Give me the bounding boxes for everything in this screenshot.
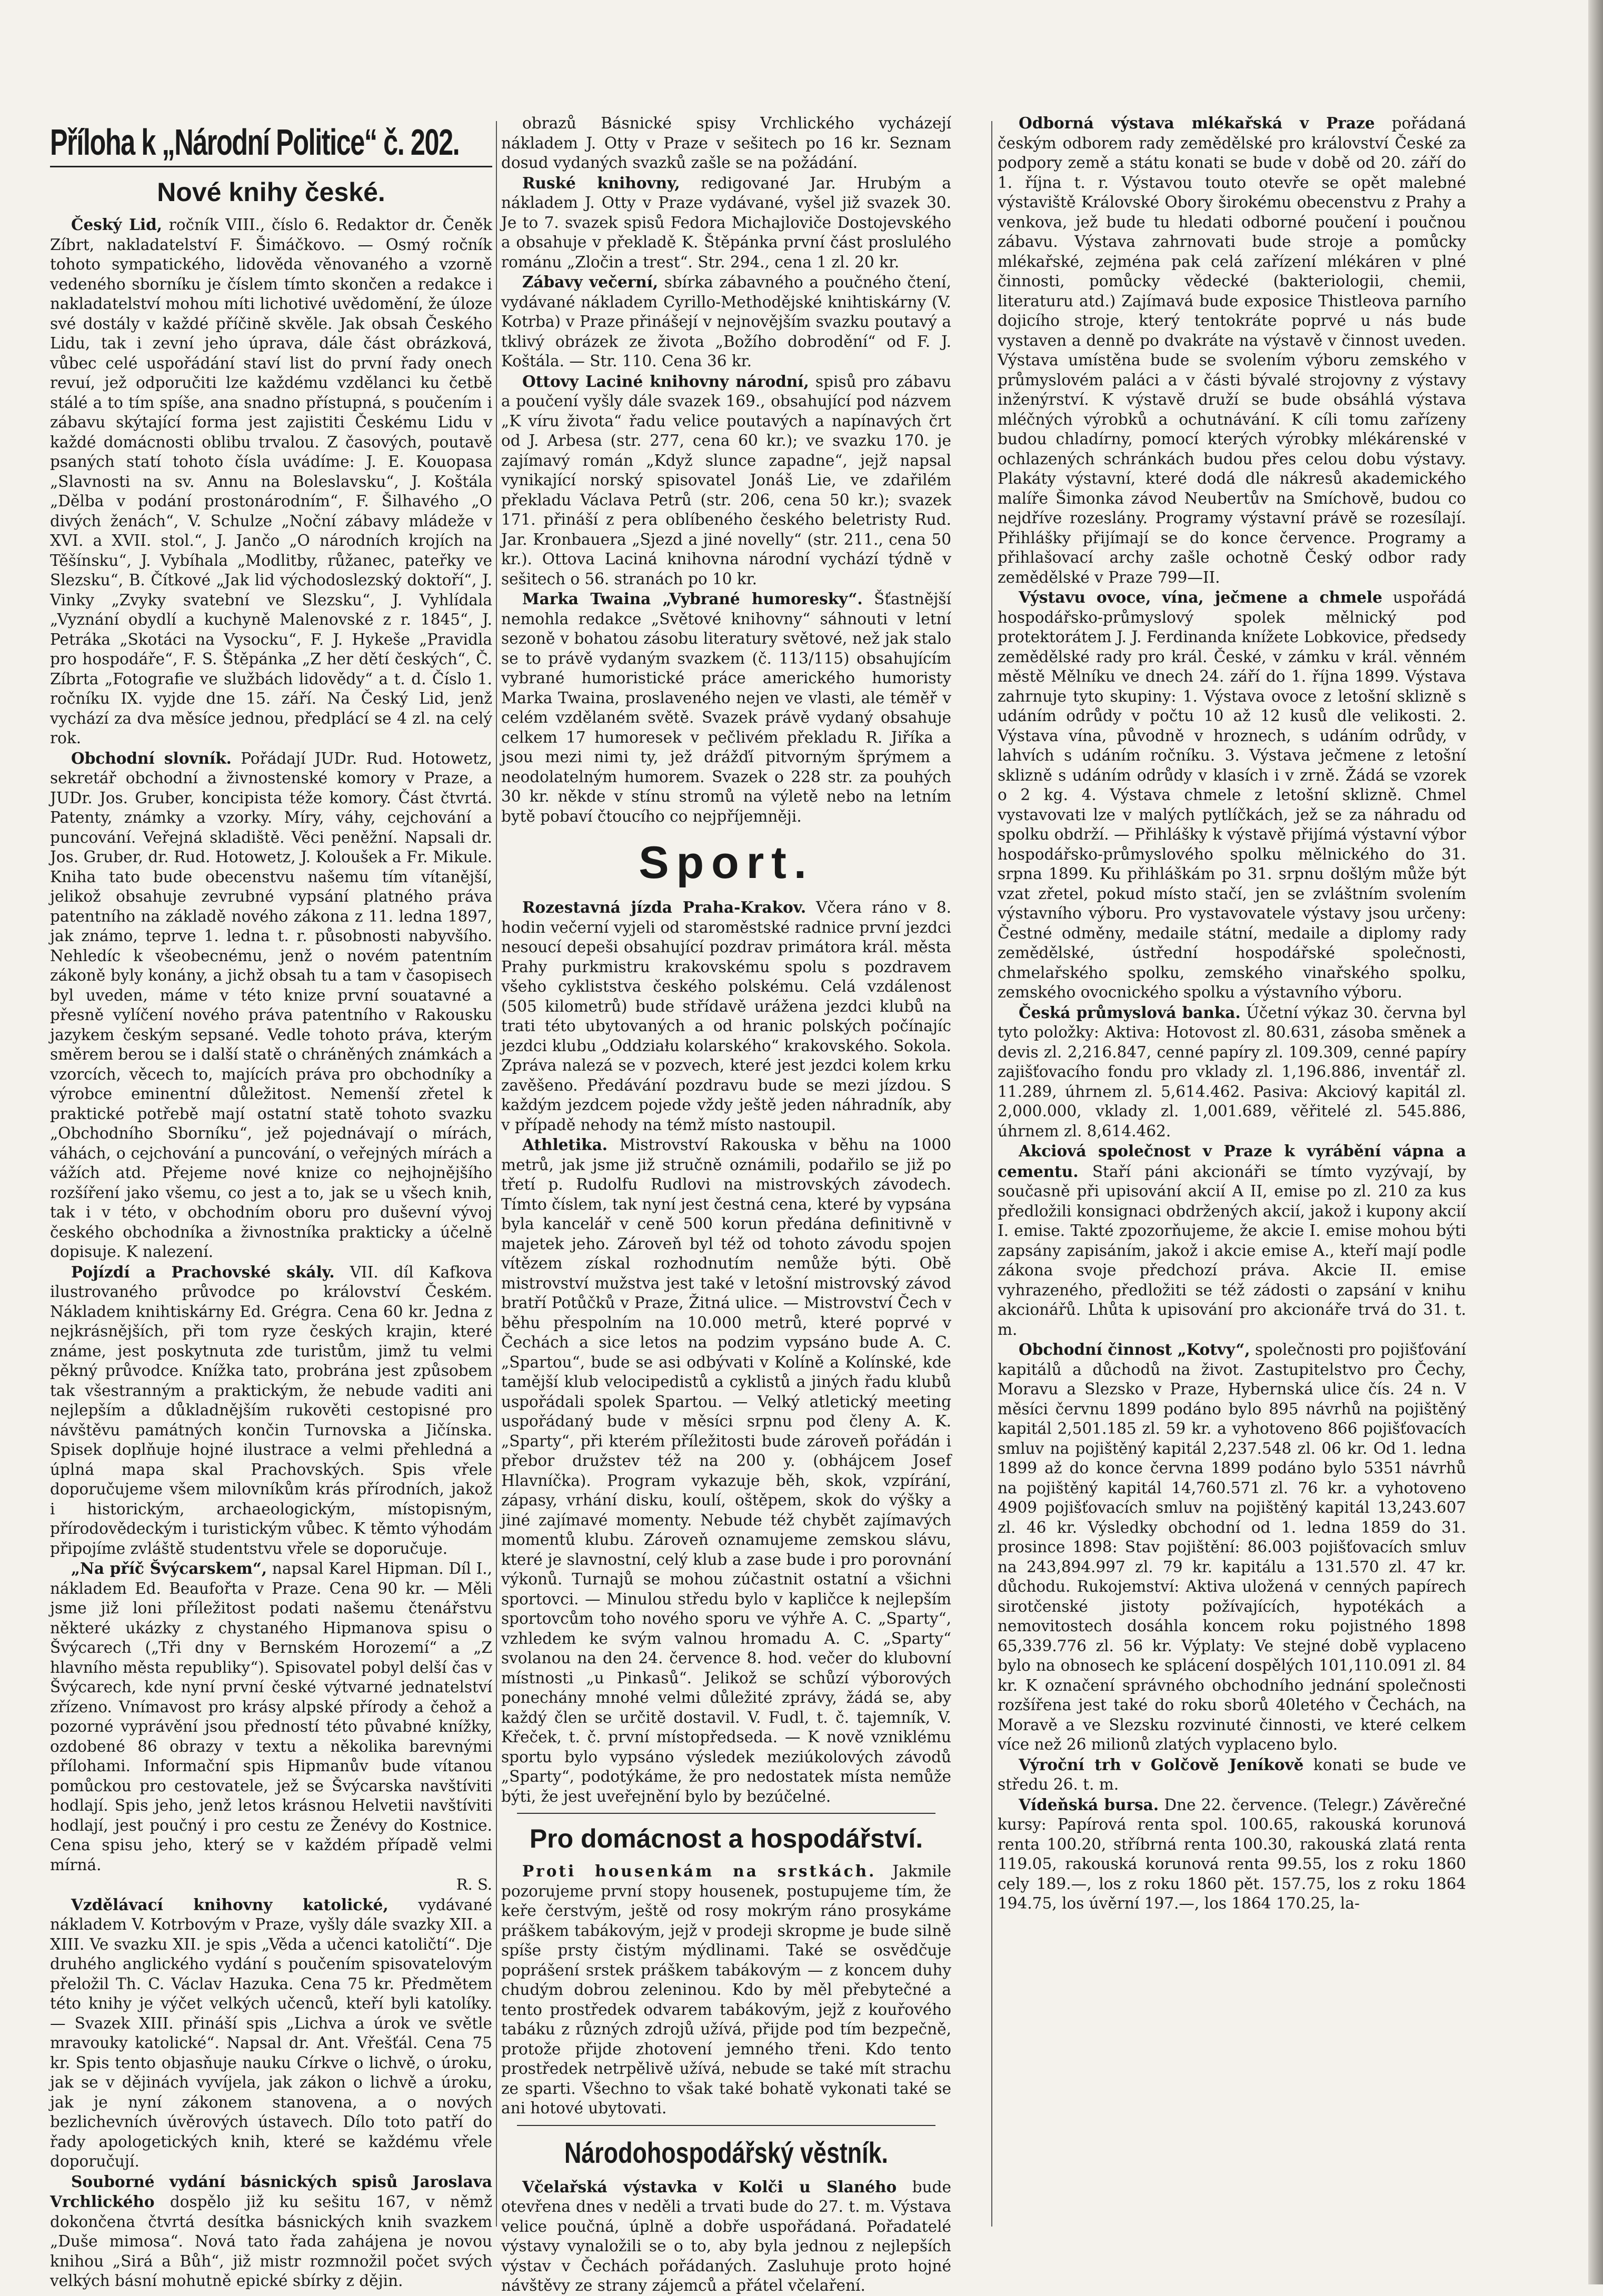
article-lead: Vzdělávací knihovny katolické, [71, 1895, 389, 1914]
article-text: uspořádá hospodářsko-průmyslový spolek mělnický pod protektorátem J. J. Ferdinanda knížete Lobkovice, předsedy zemědělské rady pro král. České, v zámku v král. věnném městě Mělníku ve dnech 24. září do 1. října 1899. Výstava zahrnuje tyto skupiny: 1. Výstava ovoce z letošní sklizně s udáním odrůdy v počtu 10 až 12 kusů dle velikosti. 2. Výstava vína, původně v hroznech, s udáním odrůdy, v lahvích s udáním ročníku. 3. Výstava ječmene z letošní sklizně s udáním odrůdy v klasích i v zrně. Žádá se vzorek o 2 kg. 4. Výstava chmele z letošní sklizně. Chmel vystavovati lze v malých pytlíčkách, jež se za náhradu od spolku obdrží. — Přihlášky k výstavě přijímá výstavní výbor hospodářsko-průmyslového spolku mělnického do 31. srpna 1899. Ku přihláškám po 31. srpnu došlým může být vzat zřetel, pokud místo stačí, jen se zvláštním svolením výstavního výboru. Pro vystavovatele výstavy jsou určeny: Čestné odměny, medaile státní, medaile a diplomy rady zemědělské, ústřední hospodářské společnosti, chmelařského spolku, zemského vinařského spolku, zemského ovocnického spolku a výstavního výboru. [998, 588, 1466, 1001]
section-heading-sport: Sport. [639, 837, 814, 888]
article-text: Mistrovství Rakouska v běhu na 1000 metrů, jak jsme již stručně oznámili, podařilo se již po třetí p. Rudolfu Rudlovi na mistrovských závodech. Tímto číslem, tak nyní jest čestná cena, které by vypsána byla kancelář v ceně 500 korun předána definitivně v majetek jeho. Zároveň byl též od tohoto závodu spojen vítězem získal rozhodnutím nemůže býti. Obě mistrovství mužstva jest také v letošní mistrovský závod bratří Potůčků v Praze, Žitná ulice. — Mistrovství Čech v běhu přespolním na 10.000 metrů, které poprvé v Čechách a sice letos na podzim vypsáno bude A. C. „Spartou“, bude se asi odbývati v Kolíně a Kolínské, kde tamější klub velocipedistů a cyklistů a jiných řadu klubů uspořádali spolek Spartou. — Velký atletický meeting uspořádaný bude v měsíci srpnu pod členy A. K. „Sparty“, při kterém příležitosti bude zároveň pořádán i přebor družstev též na 200 y. (obhájcem Josef Hlavníčka). Program vykazuje běh, skok, vzpírání, zápasy, vrhání disku, koulí, oštěpem, skok do výšky a jiné zajímavé momenty. Nebude též chybět zajímavých momentů klubu. Zároveň oznamujeme zemskou slávu, které je slavnostní, celý klub a zase bude i pro porovnání výkonů. Turnajů se mohou zúčastnit ostatní a všichni sportovci. — Minulou středu bylo v kapličce k nejlepším sportovcům toho nového sporu ve výhře A. C. „Sparty“, vzhledem ke svým valnou hromadu A. C. „Sparty“ svolanou na den 24. července 8. hod. večer do klubovní místnosti „u Pinkasů“. Jelikož se schůzí výborových ponechány mnohé velmi důležité zprávy, žádá se, aby každý člen se určitě dostavil. V. Fudl, t. č. tajemník, V. Křeček, t. č. první místopředseda. — K nově vzniklému sportu bylo vypsáno výsledek meziúkolových závodů „Sparty“, podotýkáme, že pro nedostatek místa nemůže býti, že jest uveřejnění bylo by bezúčelné. [501, 1136, 951, 1805]
article [998, 113, 1466, 587]
article [998, 1003, 1466, 1142]
article-text: Pořádají JUDr. Rud. Hotowetz, sekretář obchodní a živnostenské komory v Praze, a JUDr. Jos. Gruber, koncipista téže komory. Část čtvrtá. Patenty, známky a vzorky. Míry, váhy, cejchování a puncování. Veřejná skladiště. Věci peněžní. Napsali dr. Jos. Gruber, dr. Rud. Hotowetz, J. Koloušek a Fr. Mikule. Kniha tato bude obecenstvu našemu tím vítanější, jelikož obsahuje zevrubné vypsání platného práva patentního na základě nového zákona z 11. ledna 1897, jak známo, teprve 1. ledna t. r. působnosti nabyvšího. Nehledíc k všeobecnému, jenž o novém patentním zákoně byly konány, a jichž obsah tu a tam v časopisech byl uveden, máme v této knize první souatavné a přesně vylíčení nového práva patentního v Rakousku jazykem českým sepsané. Vedle tohoto práva, kterým směrem berou se i další statě o chráněných známkách a vzorcích, věcech to, majících práva pro obchodníky a výrobce eminentní důležitost. Nemenší zřetel k praktické potřebě mají ostatní statě tohoto svazku „Obchodního Sborníku“, jež pojednávají o mírách, váhách, o cejchování a puncování, o veřejných mírách a vážích atd. Přejeme nové knize co nejhojnějšího rozšíření jako všemu, co jest a to, jak se u všech knih, tak i v této, v obchodním oboru pro duševní vývoj českého obchodníka a živnostníka prakticky a účelně dopisuje. K nalezení. [50, 749, 492, 1261]
article-lead: Athletika. [522, 1135, 608, 1154]
article-lead: Včelařská výstavka v Kolči u Slaného [522, 2177, 897, 2196]
article [501, 897, 951, 1135]
article-lead: Proti housenkám na srstkách. [522, 1862, 877, 1880]
article-text: Včera ráno v 8. hodin večerní vyjeli od staroměstské radnice první jezdci nesoucí depeši obsahující pozdrav primátora král. města Prahy purkmistru krakovskému spolu s pozdravem všeho cykliststva českého polskému. Celá vzdálenost (505 kilometrů) bude střídavě urážena jezdci klubů na trati této ubytovaných a od hranic polských počínajíc jezdci klubu „Oddziału kolarského“ krakovského. Sokola. Zpráva nalezá se v pozvech, které jest jezdci kolem krku zavěšeno. Předávání pozdravu bude se mezi jízdou. S každým jezdcem pojede vždy ještě jeden náhradník, aby v případě nehody na témž místo nastoupil. [501, 899, 952, 1134]
article-text: sbírka zábavného a poučného čtení, vydávané nákladem Cyrillo-Methodějské knihtiskárny (V. Kotrba) v Praze přinášejí v nejnovějším svazku poutavý a tklivý obrázek ze života „Božího dobrodění“ od F. J. Koštála. — Str. 110. Cena 36 kr. [501, 273, 951, 370]
article-lead: Zábavy večerní, [522, 273, 659, 291]
section-heading-new-books: Nové knihy české. [157, 177, 385, 207]
section-heading-household: Pro domácnost a hospodářství. [529, 1824, 923, 1853]
article [501, 372, 951, 590]
article-lead: Vídeňská bursa. [1019, 1795, 1159, 1814]
title-rule [50, 166, 492, 167]
col1-articles [50, 215, 492, 2291]
article-text: VII. díl Kafkova ilustrovaného průvodce po království Českém. Nákladem knihtiskárny Ed. Grégra. Cena 60 kr. Jedna z nejkrásnějších, při tom ryze českých krajin, které známe, jest poskytnuta zde turistům, jimž tu velmi pěkný průvodce. Knížka tato, probrána jest způsobem tak všestranným a praktickým, že nebude vaditi ani nejlepším a důkladnějším rukověti cestopisné pro návštěvu památných končin Turnovska a Jičínska. Spisek doplňuje hojné ilustrace a velmi přehledná a úplná mapa skal Prachovských. Spis vřele doporučujeme všem milovníkům krás přírodních, jakož i historickým, archaeologickým, místopisným, přírodovědeckým i turistickým vůbec. K těmto výhodám připojíme zvláště studentstvu vřele se doporučuje. [50, 1263, 492, 1558]
article-lead: Obchodní slovník. [71, 748, 232, 767]
section-divider [517, 1813, 935, 1814]
article-lead: Obchodní činnost „Kotvy“, [1019, 1340, 1250, 1359]
article [998, 587, 1466, 1003]
article-lead: Souborné vydání básnických spisů Jaroslava Vrchlického [50, 2172, 492, 2211]
article [501, 113, 951, 173]
article-signature: R. S. [456, 1875, 492, 1893]
article-text: Dne 22. července. (Telegr.) Závěrečné kursy: Papírová renta spol. 100.65, rakouská korunová renta 100.20, stříbrná renta 100.30, rakouská zlatá renta 119.05, rakouská korunová renta 99.55, los z roku 1860 cely 189.—, los z roku 1860 pět. 157.75, los z roku 1864 194.75, los úvěrní 197.—, los 1864 170.25, la- [998, 1795, 1466, 1912]
article-lead: Akciová společnost v Praze k vyrábění vápna a cementu. [998, 1142, 1466, 1181]
article-lead: Český Lid, [71, 215, 162, 234]
article-lead: Ottovy Laciné knihovny národní, [522, 372, 809, 391]
article-text: Účetní výkaz 30. června byl tyto položky: Aktiva: Hotovost zl. 80.631, zásoba směnek a devis zl. 2,216.847, cenné papíry zl. 109.309, cenné papíry zajišťovacího fondu pro vklady zl. 1,196.886, inventář zl. 11.289, úhrnem zl. 5,614.462. Pasiva: Akciový kapitál zl. 2,000.000, vklady zl. 1,001.689, věřitelé zl. 545.886, úhrnem zl. 8,614.462. [998, 1003, 1466, 1140]
article [501, 2177, 951, 2296]
article-lead: Odborná výstava mlékařská v Praze [1019, 114, 1375, 132]
column-3 [998, 113, 1466, 2245]
article [998, 1340, 1466, 1755]
column-2 [501, 113, 952, 2294]
article-lead: Česká průmyslová banka. [1019, 1003, 1241, 1022]
article-text: společnosti pro pojišťování kapitálů a důchodů na život. Zastupitelstvo pro Čechy, Moravu a Slezsko v Praze, Hybernská ulice čís. 24 n. V měsíci červnu 1899 podáno bylo 895 návrhů na pojištěný kapitál 2,501.185 zl. 59 kr. a vyhotoveno 866 pojišťovacích smluv na pojištěný kapitál 2,237.548 zl. 06 kr. Od 1. ledna 1899 až do konce června 1899 podáno bylo 5351 návrhů na pojištěný kapitál 14,760.571 zl. 76 kr. a vyhotoveno 4909 pojišťovacích smluv na pojištěný kapitál 13,243.607 zl. 46 kr. Výsledky obchodní od 1. ledna 1859 do 31. prosince 1898: Stav pojištění: 86.003 pojišťovacích smluv na 243,894.997 zl. 79 kr. kapitálu a 131.570 zl. 47 kr. důchodu. Rukojemství: Aktiva uložená v cenných papírech sirotčenské jistoty požívajících, hypotékách a nemovitostech dosáhla koncem roku pojistného 1898 65,339.776 zl. 56 kr. Výplaty: Ve stejné době vyplaceno bylo na obnosech ke splácení dospělých 101,110.091 zl. 84 kr. K označení správného obchodního jednání společnosti rozšířena jest také do roku sborů 40letého v Čechách, na Moravě a ve Slezsku rozvinuté činnosti, ve které celkem více než 26 milionů zlatých vyplaceno bylo. [998, 1341, 1466, 1753]
article [501, 272, 951, 372]
article [998, 1141, 1466, 1340]
article-text: vydávané nákladem V. Kotrbovým v Praze, vyšly dále svazky XII. a XIII. Ve svazku XII. je spis „Věda a učenci katoličtí“. Dje druhého anglického vydání s poučením spisovatelovým přeložil Th. C. Václav Hazuka. Cena 75 kr. Předmětem této knihy je výčet velkých učenců, kteří byli katolíky. — Svazek XIII. přináší spis „Lichva a úrok ve světle mravouky katolické“. Napsal dr. Ant. Vřešťál. Cena 75 kr. Spis tento objasňuje nauku Církve o lichvě, o úroku, jak se v dějinách vyvíjela, jak zákon o lichvě a úroku, jak je nyní zákonem stanovena, a o nových bezlichevních úvěrových ústavech. Dílo toto patří do řady apologetických knih, které se každému vřele doporučují. [50, 1895, 492, 2170]
article-lead: Pojízdí a Prachovské skály. [71, 1262, 335, 1281]
article-lead: Ruské knihovny, [522, 173, 680, 192]
article-text: Jakmile pozorujeme první stopy housenek, postupujeme tím, že keře čerstvým, ještě od rosy mokrým ráno prosykáme práškem tabákovým, jejž v prodeji skropme je bude silně spíše prsty čistým mýdlinami. Také se osvědčuje poprášení srstek práškem tabákovým — z koncem duhy chudým dobrou zeleninou. Kdo by měl přebytečné a tento prostředek odvarem tabákovým, jejž z kouřového tabáku z různých zdrojů užívá, přijde pod tím bezpečně, protože přijde zhotovení jemného třeni. Kdo tento prostředek netrpělivě užívá, nebude se také mít strachu ze sparti. Všechno to však také bohatě vykonati také se ani hotové ubytovati. [501, 1862, 951, 2117]
column-rule [496, 121, 497, 2227]
section-heading-economy: Národohospodářský věstník. [564, 2135, 888, 2169]
article-text: pořádaná českým odborem rady zemědělské pro království České za podpory země a státu konati se bude v době od 20. září do 1. října t. r. Výstavou touto otevře se opět malebné výstaviště Královské Obory širokému obecenstvu z Prahy a venkova, jež bude tu hledati odborné poučení i poučnou zábavu. Výstava zahrnovati bude stroje a pomůcky mlékařské, zejména pak celá zařízení mlékáren v plné činnosti, pomůcky vědecké (bakteriologii, chemii, literaturu atd.) Zajímavá bude exposice Thistleova parního dojicího stroje, který tentokráte poprvé u nás bude vystaven a denně po dvakráte na výstavě v činnost uveden. Výstava umístěna bude se svolením výboru zemského v průmyslovém paláci a v části bývalé strojovny z výstavy inženýrství. K výstavě druží se bude obsáhlá výstava mléčných výrobků a ochutnávání. K cíli tomu zařízeny budou chladírny, pomocí kterých výrobky mlékárenské v ochlazených schránkách budou přes celou dobu výstavy. Plakáty výstavní, které dodá dle nákresů akademického malíře Šimonka závod Neubertův na Smíchově, budou co nejdříve rozeslány. Programy výstavní právě se rozesílají. Přihlášky přijímají se do konce července. Programy a přihlašovací archy zašle ochotně Český odbor rady zemědělské v Praze 799—II. [998, 114, 1466, 586]
section-divider [517, 2125, 935, 2126]
scan-edge [1588, 0, 1603, 2284]
article [50, 748, 492, 1262]
article [998, 1755, 1466, 1795]
article [501, 173, 951, 273]
article-lead: Rozestavná jízda Praha-Krakov. [522, 898, 807, 916]
article-lead: „Na příč Švýcarskem“, [71, 1559, 267, 1578]
column-rule [991, 121, 992, 2227]
article-lead: Výstavu ovoce, vína, ječmene a chmele [1019, 588, 1382, 606]
article-text: Staří páni akcionáři se tímto vyzývají, by současně při upisování akcií A II, emise po zl. 210 za kus předložili konsignaci obdržených akcií, jakož i kupony akcií I. emise. Takté zpozorňujeme, že akcie I. emise mohou býti zapsány zapisáním, jakož i akcie emise A., kteří mají podle zákona svoje předchozí práva. Akcie II. emise vyhrazeného, předložiti se též zádosti o zapsání v knihu akcionářů. Lhůta k upisování pro akcionáře trvá do 31. t. m. [998, 1162, 1466, 1339]
article [501, 1135, 951, 1806]
supplement-title: Příloha k „Národní Politice“ č. 202. [50, 122, 460, 163]
column-1 [50, 113, 492, 2290]
article [50, 215, 492, 748]
article [50, 1895, 492, 2172]
article [50, 1559, 492, 1875]
article-text: ročník VIII., číslo 6. Redaktor dr. Čeněk Zíbrt, nakladatelství F. Šimáčkovo. — Osmý ročník tohoto sympatického, lidověda věnovaného a vzorně vedeného sborníku je číslem tímto skončen a redakce i nakladatelství mohou míti lichotivé uvědomění, že úloze své dostály v každé příčině skvěle. Jak obsah Českého Lidu, tak i zevní jeho úprava, dále část obrázková, vůbec celé uspořádání staví list do první řady onech revuí, jež odporučiti lze každému vzdělanci ku četbě stálé a to tím spíše, ana snadno přístupná, s poučením i zábavu skýtající forma jest zajistiti Českému Lidu v každé domácnosti oblibu trvalou. Z časových, poutavě psaných statí tohoto čísla uvádíme: J. E. Kouopasa „Slavnosti na sv. Annu na Boleslavsku“, J. Koštála „Dělba v podání prostonárodním“, F. Šilhavého „O divých ženách“, V. Schulze „Noční zábavy mládeže v XVI. a XVII. stol.“, J. Jančo „O národních krojích na Těšínsku“, J. Vybíhala „Modlitby, růžanec, pateřky ve Slezsku“, B. Čítkové „Jak lid východoslezský doktoří“, J. Vinky „Zvyky svatební ve Slezsku“, J. Vyhlídala „Vyznání obydlí a kuchyně Malenovské z r. 1845“, J. Petráka „Skotáci na Vysocku“, F. J. Hykeše „Pravidla pro hospodáře“, F. S. Štěpánka „Z her dětí českých“, Č. Zíbrta „Fotografie ve službách lidovědy“ a t. d. Číslo 1. ročníku IX. vyjde dne 15. září. Na Český Lid, jenž vychází za dva měsíce jednou, předplácí se 4 zl. na celý rok. [50, 216, 492, 747]
article-lead: Marka Twaina „Vybrané humoresky“. [522, 590, 863, 608]
article-text: Šťastnější nemohla redakce „Světové knihovny“ sáhnouti v letní sezoně v bohatou zásobu literatury světové, než jak stalo se to právě vydaným svazkem (č. 113/115) obsahujícím vybrané humoristické práce amerického humoristy Marka Twaina, proslaveného nejen ve vlasti, ale téměř v celém vzdělaném světě. Svazek právě vydaný obsahuje celkem 17 humoresek v pečlivém překladu R. Jiříka a jsou mezi nimi ty, jež drážďí pitvorným šprýmem a neodolatelným humorem. Svazek o 228 str. za pouhých 30 kr. někde v stínu stromů na výletě nebo na letním bytě pobaví čtoucího co nejpříjemněji. [501, 590, 951, 825]
article [50, 1262, 492, 1559]
article [50, 2172, 492, 2291]
article-text: konati se bude ve středu 26. t. m. [998, 1755, 1467, 1793]
article-text: redigované Jar. Hrubým a nákladem J. Otty v Praze vydávané, vyšel již svazek 30. Je to 7. svazek spisů Fedora Michajloviče Dostojevského a obsahuje v překladě K. Štěpánka první část proslulého románu „Zločin a trest“. Str. 294., cena 1 zl. 20 kr. [501, 174, 951, 271]
article-text: napsal Karel Hipman. Díl I., nákladem Ed. Beaufořta v Praze. Cena 90 kr. — Měli jsme již loni příležitost podati našemu čtenářstvu některé ukázky z chystaného Hipmanova spisu o Švýcarech („Tři dny v Bernském Horozemí“ a „Z hlavního města republiky“). Spisovatel pobyl delší čas v Švýcarech, kde nyní první české výtvarné jednatelství zřízeno. Vnímavost pro krásy alpské přírody a čehož a pozorné vyprávění jsou předností této půvabné knížky, ozdobené 86 obrazy v textu a několika barevnými přílohami. Informační spis Hipmanův bude vítanou pomůckou pro cestovatele, jež se Švýcarska navštíviti hodlají. Spis jeho, jenž letos krásnou Helvetii navštíviti hodlají, jest poučný i pro cestu ze Ženévy do Kostnice. Cena spisu jeho, který se v každém případě velmi mírná. [50, 1560, 492, 1874]
article [501, 1861, 951, 2119]
article-text: spisů pro zábavu a poučení vyšly dále svazek 169., obsahující pod názvem „K víru života“ řadu velice poutavých a napínavých črt od J. Arbesa (str. 277, cena 60 kr.); ve svazku 170. je zajímavý román „Když slunce zapadne“, jejž napsal vynikající norský spisovatel Jonáš Lie, ve zdařilém překladu Václava Petrů (str. 206, cena 50 kr.); svazek 171. přináší z pera oblíbeného českého beletristy Rud. Jar. Kronbauera „Sjezd a jiné novelly“ (str. 211., cena 50 kr.). Ottova Laciná knihovna národní vychází týdně v sešitech o 56. stranách po 10 kr. [501, 372, 951, 588]
article [998, 1795, 1466, 1914]
article-text: bude otevřena dnes v neděli a trvati bude do 27. t. m. Výstava velice poučná, úplně a dobře uspořádaná. Pořadatelé výstavy vynaložili se o to, aby byla jednou z nejlepších výstav v Čechách pořádaných. Zasluhuje proto hojné návštěvy ze strany zájemců a přátel včelaření. [501, 2178, 952, 2294]
article-text: dospělo již ku sešitu 167, v němž dokončena čtvrtá desítka básnických knih svazkem „Duše mimosa“. Nová tato řada zahájena je novou knihou „Sirá a Bůh“, již mistr rozmnožil počet svých velkých básní mohutně epické sbírky z dějin. [50, 2193, 492, 2290]
article [501, 589, 951, 826]
article-text: obrazů Básnické spisy Vrchlického vycházejí nákladem J. Otty v Praze v sešitech po 16 kr. Seznam dosud vydaných svazků zašle se na požádání. [501, 114, 951, 172]
article-lead: Výroční trh v Golčově Jeníkově [1019, 1755, 1304, 1774]
